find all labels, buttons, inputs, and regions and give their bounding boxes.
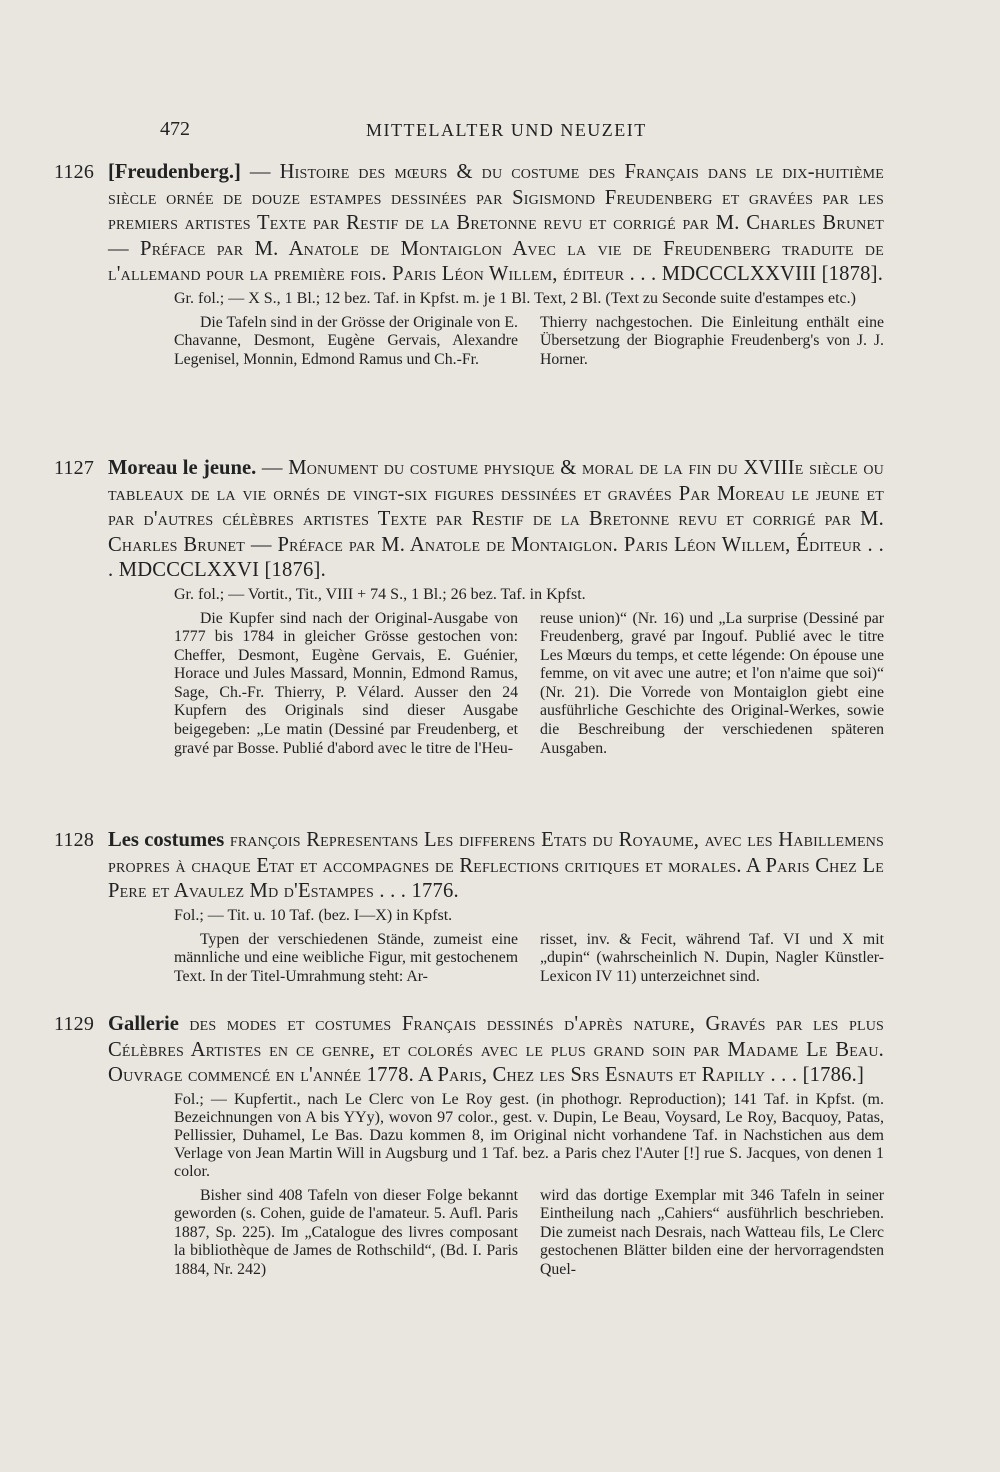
entry-collation: Fol.; — Tit. u. 10 Taf. (bez. I—X) in Kpfst. xyxy=(174,906,453,924)
entry-number: 1129 xyxy=(54,1013,95,1035)
note-left-column: Die Tafeln sind in der Grösse der Originale von E. Chavanne, Desmont, Eugène Gervais, Alexandre Legenisel, Monnin, Edmond Ramus und Ch.-Fr. xyxy=(174,313,518,368)
entry-heading xyxy=(54,456,884,584)
catalog-entry-1128 xyxy=(54,828,884,986)
entry-notes xyxy=(174,314,884,370)
running-head xyxy=(0,114,1000,144)
page-number: 472 xyxy=(160,118,190,140)
note-left-column: Die Kupfer sind nach der Original-Ausgabe von 1777 bis 1784 in gleicher Grösse gestochen von: Cheffer, Desmont, Eugène Gervais, E. Guénier, Horace und Jules Massard, Monnin, Edmond Ramus, Sage, Ch.-Fr. Thierry, P. Vélard. Ausser den 24 Kupfern des Originals sind dieser Ausgabe beigegeben: „Le matin (Dessiné par Freudenberg, et gravé par Bosse. Publié d'abord avec le titre de l'Heu- xyxy=(174,609,518,757)
entry-number: 1126 xyxy=(54,161,95,183)
entry-notes xyxy=(174,610,884,759)
entry-name: Moreau le jeune. xyxy=(108,457,257,479)
catalog-entry-1129 xyxy=(54,1012,884,1279)
note-right-column: wird das dortige Exemplar mit 346 Tafeln in seiner Eintheilung nach „Cahiers“ ausführlich beschrieben. Die zumeist nach Desrais, nach Watteau fils, Le Clerc gestochenen Blätter bilden eine der hervorragendsten Quel- xyxy=(540,1186,884,1278)
entry-heading xyxy=(54,1012,884,1089)
entry-collation: Gr. fol.; — X S., 1 Bl.; 12 bez. Taf. in Kpfst. m. je 1 Bl. Text, 2 Bl. (Text zu Seconde suite d'estampes etc.) xyxy=(174,289,856,307)
entry-name: Gallerie xyxy=(108,1013,179,1035)
entry-name: Les costumes xyxy=(108,829,225,851)
entry-collation: Gr. fol.; — Vortit., Tit., VIII + 74 S., 1 Bl.; 26 bez. Taf. in Kpfst. xyxy=(174,585,586,603)
note-right-column: risset, inv. & Fecit, während Taf. VI und X mit „dupin“ (wahrscheinlich N. Dupin, Nagler Künstler-Lexicon IV 11) unterzeichnet sind. xyxy=(540,930,884,985)
entry-title: — Histoire des mœurs & du costume des Français dans le dix-huitième siècle ornée de douze estampes dessinées par Sigismond Freudenberg et gravées par les premiers artistes Texte par Restif de la Bretonne revu et corrigé par M. Charles Brunet — Préface par M. Anatole de Montaiglon Avec la vie de Freudenberg traduite de l'allemand pour la première fois. Paris Léon Willem, éditeur . . . MDCCCLXXVIII [1878]. xyxy=(108,161,884,285)
entry-heading xyxy=(54,828,884,905)
entry-heading xyxy=(54,160,884,288)
entry-collation: Fol.; — Kupfertit., nach Le Clerc von Le Roy gest. (in phothogr. Reproduction); 141 Taf. in Kpfst. (m. Bezeichnungen von A bis YYy), wovon 97 color., gest. v. Dupin, Le Beau, Voysard, Le Roy, Bacquoy, Patas, Pellissier, Duhamel, Le Bas. Dazu kommen 8, im Original nicht vorhandene Taf. in Nachstichen aus dem Verlage von Jean Martin Will in Augsburg und 1 Taf. bez. a Paris chez l'Auter [!] rue S. Jacques, von denen 1 color. xyxy=(174,1090,884,1180)
catalog-entry-1126 xyxy=(54,160,884,369)
entry-title: françois Representans Les differens Etats du Royaume, avec les Habillemens propres à chaque Etat et accompagnes de Reflections critiques et morales. A Paris Chez Le Pere et Avaulez Md d'Estampes . . . 1776. xyxy=(108,829,884,902)
catalog-entry-1127 xyxy=(54,456,884,758)
entry-title: des modes et costumes Français dessinés d'après nature, Gravés par les plus Célèbres Artiſtes en ce genre, et colorés avec le plus grand soin par Madame Le Beau. Ouvrage commencé en l'année 1778. A Paris, Chez les Srs Esnauts et Rapilly . . . [1786.] xyxy=(108,1013,884,1086)
entry-name: [Freudenberg.] xyxy=(108,161,241,183)
entry-number: 1127 xyxy=(54,457,95,479)
entry-notes xyxy=(174,931,884,987)
entry-number: 1128 xyxy=(54,829,95,851)
note-left-column: Bisher sind 408 Tafeln von dieser Folge bekannt geworden (s. Cohen, guide de l'amateur. 5. Aufl. Paris 1887, Sp. 225). Im „Catalogue des livres composant la bibliothèque de James de Rothschild“, (Bd. I. Paris 1884, Nr. 242) xyxy=(174,1186,518,1278)
note-right-column: Thierry nachgestochen. Die Einleitung enthält eine Übersetzung der Biographie Freudenberg's von J. J. Horner. xyxy=(540,313,884,368)
note-left-column: Typen der verschiedenen Stände, zumeist eine männliche und eine weibliche Figur, mit gestochenem Text. In der Titel-Umrahmung steht: Ar- xyxy=(174,930,518,985)
entry-title: — Monument du costume physique & moral de la fin du XVIIIe siècle ou tableaux de la vie ornés de vingt-six figures dessinées et gravées Par Moreau le jeune et par d'autres célèbres artistes Texte par Restif de la Bretonne revu et corrigé par M. Charles Brunet — Préface par M. Anatole de Montaiglon. Paris Léon Willem, Éditeur . . . MDCCCLXXVI [1876]. xyxy=(108,457,884,581)
running-title: MITTELALTER UND NEUZEIT xyxy=(366,120,647,140)
note-right-column: reuse union)“ (Nr. 16) und „La surprise (Dessiné par Freudenberg, gravé par Ingouf. Publié avec le titre Les Mœurs du temps, et cette légende: On épouse une femme, on vit avec une autre; et l'on n'aime que soi)“ (Nr. 21). Die Vorrede von Montaiglon giebt eine ausführliche Geschichte des Original-Werkes, sowie die Beschreibung der verschiedenen späteren Ausgaben. xyxy=(540,609,884,757)
entry-notes xyxy=(174,1187,884,1280)
